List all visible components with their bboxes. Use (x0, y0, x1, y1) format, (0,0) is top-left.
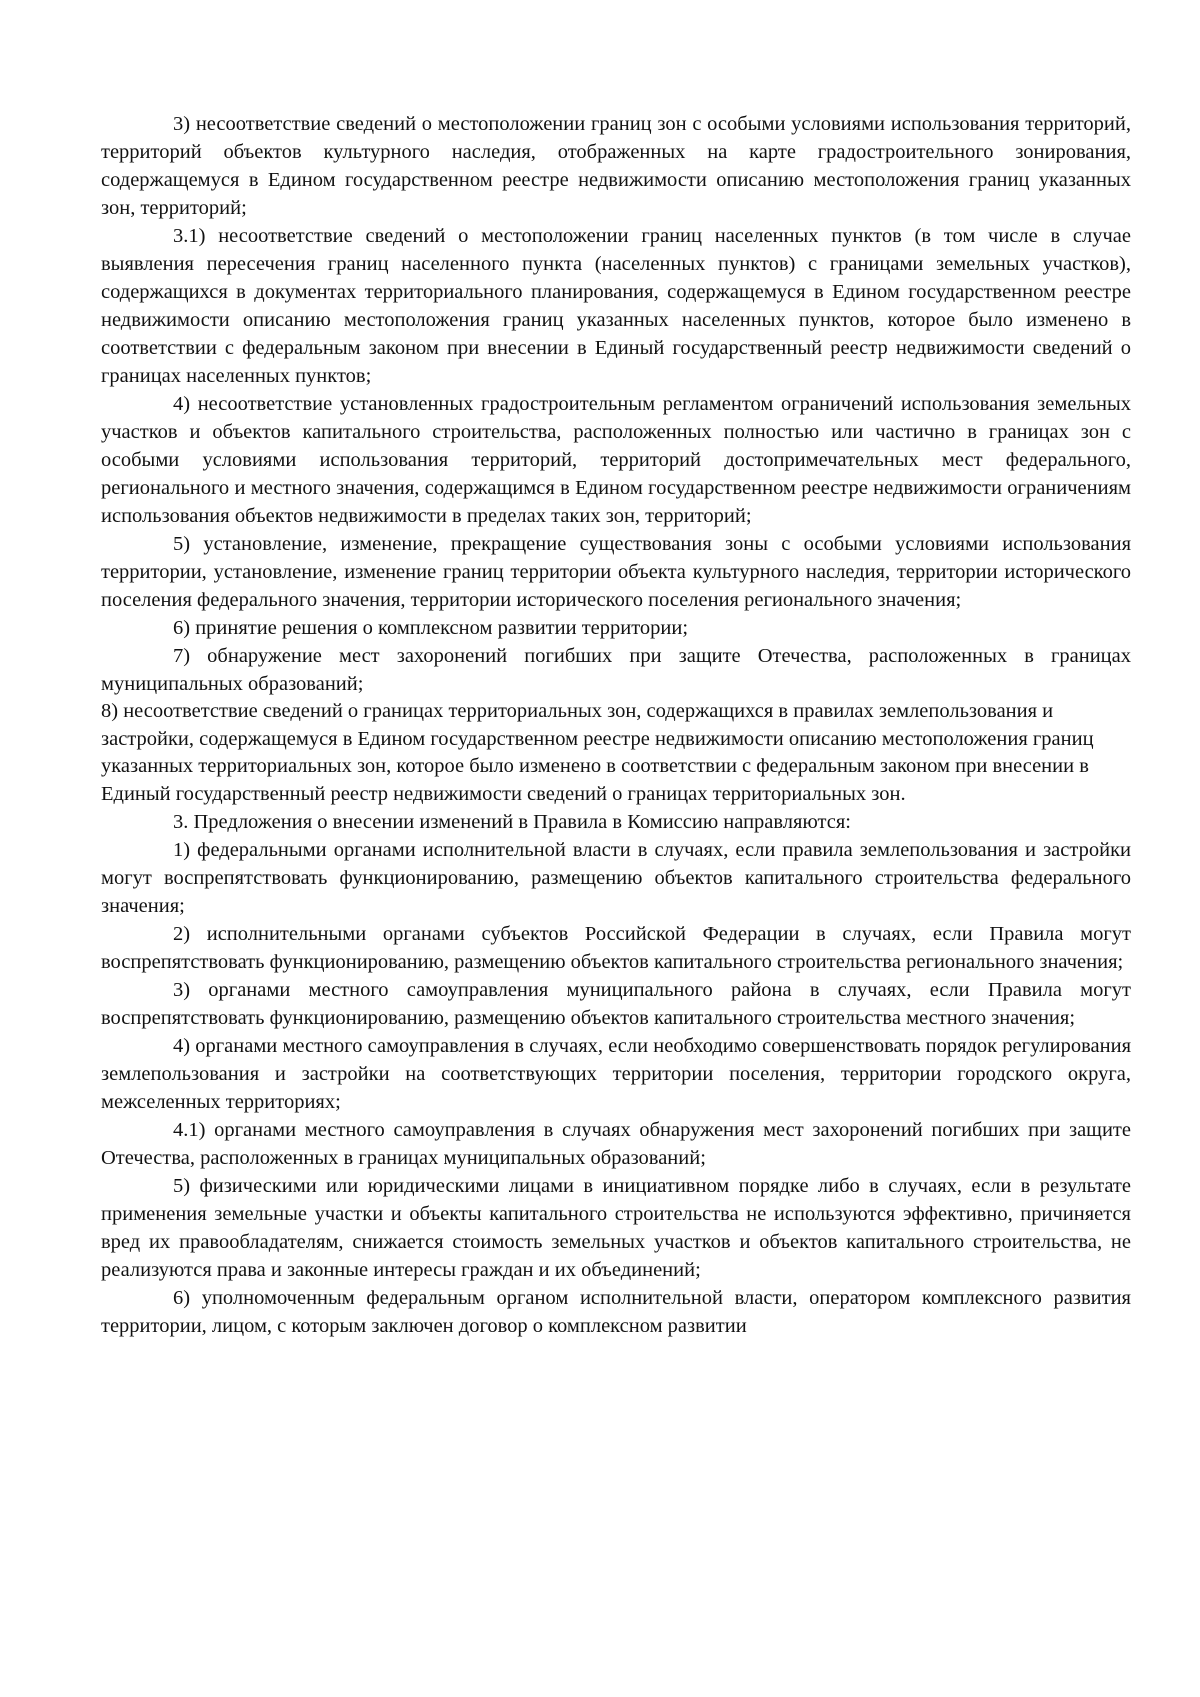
paragraph-subitem-5: 5) физическими или юридическими лицами в инициативном порядке либо в случаях, если в результате применения земельные участки и объекты капитального строительства не используются эффективно, причиняется вред их правообладателям, снижается стоимость земельных участков и объектов капитального строительства, не реализуются права и законные интересы граждан и их объединений; (101, 1175, 1131, 1282)
paragraph-subitem-4-1: 4.1) органами местного самоуправления в случаях обнаружения мест захоронений погибших при защите Отечества, расположенных в границах муниципальных образований; (101, 1119, 1131, 1170)
paragraph-subitem-1: 1) федеральными органами исполнительной власти в случаях, если правила землепользования и застройки могут воспрепятствовать функционированию, размещению объектов капитального строительства федерального значения; (101, 839, 1131, 918)
document-text (101, 110, 1131, 1340)
paragraph-item-3-1: 3.1) несоответствие сведений о местоположении границ населенных пунктов (в том числе в случае выявления пересечения границ населенного пункта (населенных пунктов) с границами земельных участков), содержащихся в документах территориального планирования, содержащемуся в Едином государственном реестре недвижимости описанию местоположения границ указанных населенных пунктов, которое было изменено в соответствии с федеральным законом при внесении в Единый государственный реестр недвижимости сведений о границах населенных пунктов; (101, 225, 1131, 387)
paragraph-subitem-3: 3) органами местного самоуправления муниципального района в случаях, если Правила могут воспрепятствовать функционированию, размещению объектов капитального строительства местного значения; (101, 979, 1131, 1030)
paragraph-item-3: 3) несоответствие сведений о местоположении границ зон с особыми условиями использования территорий, территорий объектов культурного наследия, отображенных на карте градостроительного зонирования, содержащемуся в Едином государственном реестре недвижимости описанию местоположения границ указанных зон, территорий; (101, 113, 1131, 219)
paragraph-subitem-2: 2) исполнительными органами субъектов Российской Федерации в случаях, если Правила могут воспрепятствовать функционированию, размещению объектов капитального строительства регионального значения; (101, 923, 1131, 974)
paragraph-item-4: 4) несоответствие установленных градостроительным регламентом ограничений использования земельных участков и объектов капитального строительства, расположенных полностью или частично в границах зон с особыми условиями использования территорий, территорий достопримечательных мест федерального, регионального и местного значения, содержащимся в Едином государственном реестре недвижимости ограничениям использования объектов недвижимости в пределах таких зон, территорий; (101, 393, 1131, 527)
paragraph-section-3: 3. Предложения о внесении изменений в Правила в Комиссию направляются: (173, 811, 851, 834)
paragraph-item-5: 5) установление, изменение, прекращение существования зоны с особыми условиями использования территории, установление, изменение границ территории объекта культурного наследия, территории исторического поселения федерального значения, территории исторического поселения регионального значения; (101, 533, 1131, 611)
paragraph-item-7: 7) обнаружение мест захоронений погибших при защите Отечества, расположенных в границах муниципальных образований; (101, 645, 1131, 695)
paragraph-subitem-6: 6) уполномоченным федеральным органом исполнительной власти, оператором комплексного развития территории, лицом, с которым заключен договор о комплексном развитии (101, 1287, 1131, 1338)
paragraph-subitem-4: 4) органами местного самоуправления в случаях, если необходимо совершенствовать порядок регулирования землепользования и застройки на соответствующих территории поселения, территории городского округа, межселенных территориях; (101, 1035, 1131, 1114)
paragraph-item-8: 8) несоответствие сведений о границах территориальных зон, содержащихся в правилах землепользования и застройки, содержащемуся в Едином государственном реестре недвижимости описанию местоположения границ указанных территориальных зон, которое было изменено в соответствии с федеральным законом при внесении в Единый государственный реестр недвижимости сведений о границах территориальных зон. (101, 700, 1094, 805)
paragraph-item-6: 6) принятие решения о комплексном развитии территории; (173, 617, 689, 639)
